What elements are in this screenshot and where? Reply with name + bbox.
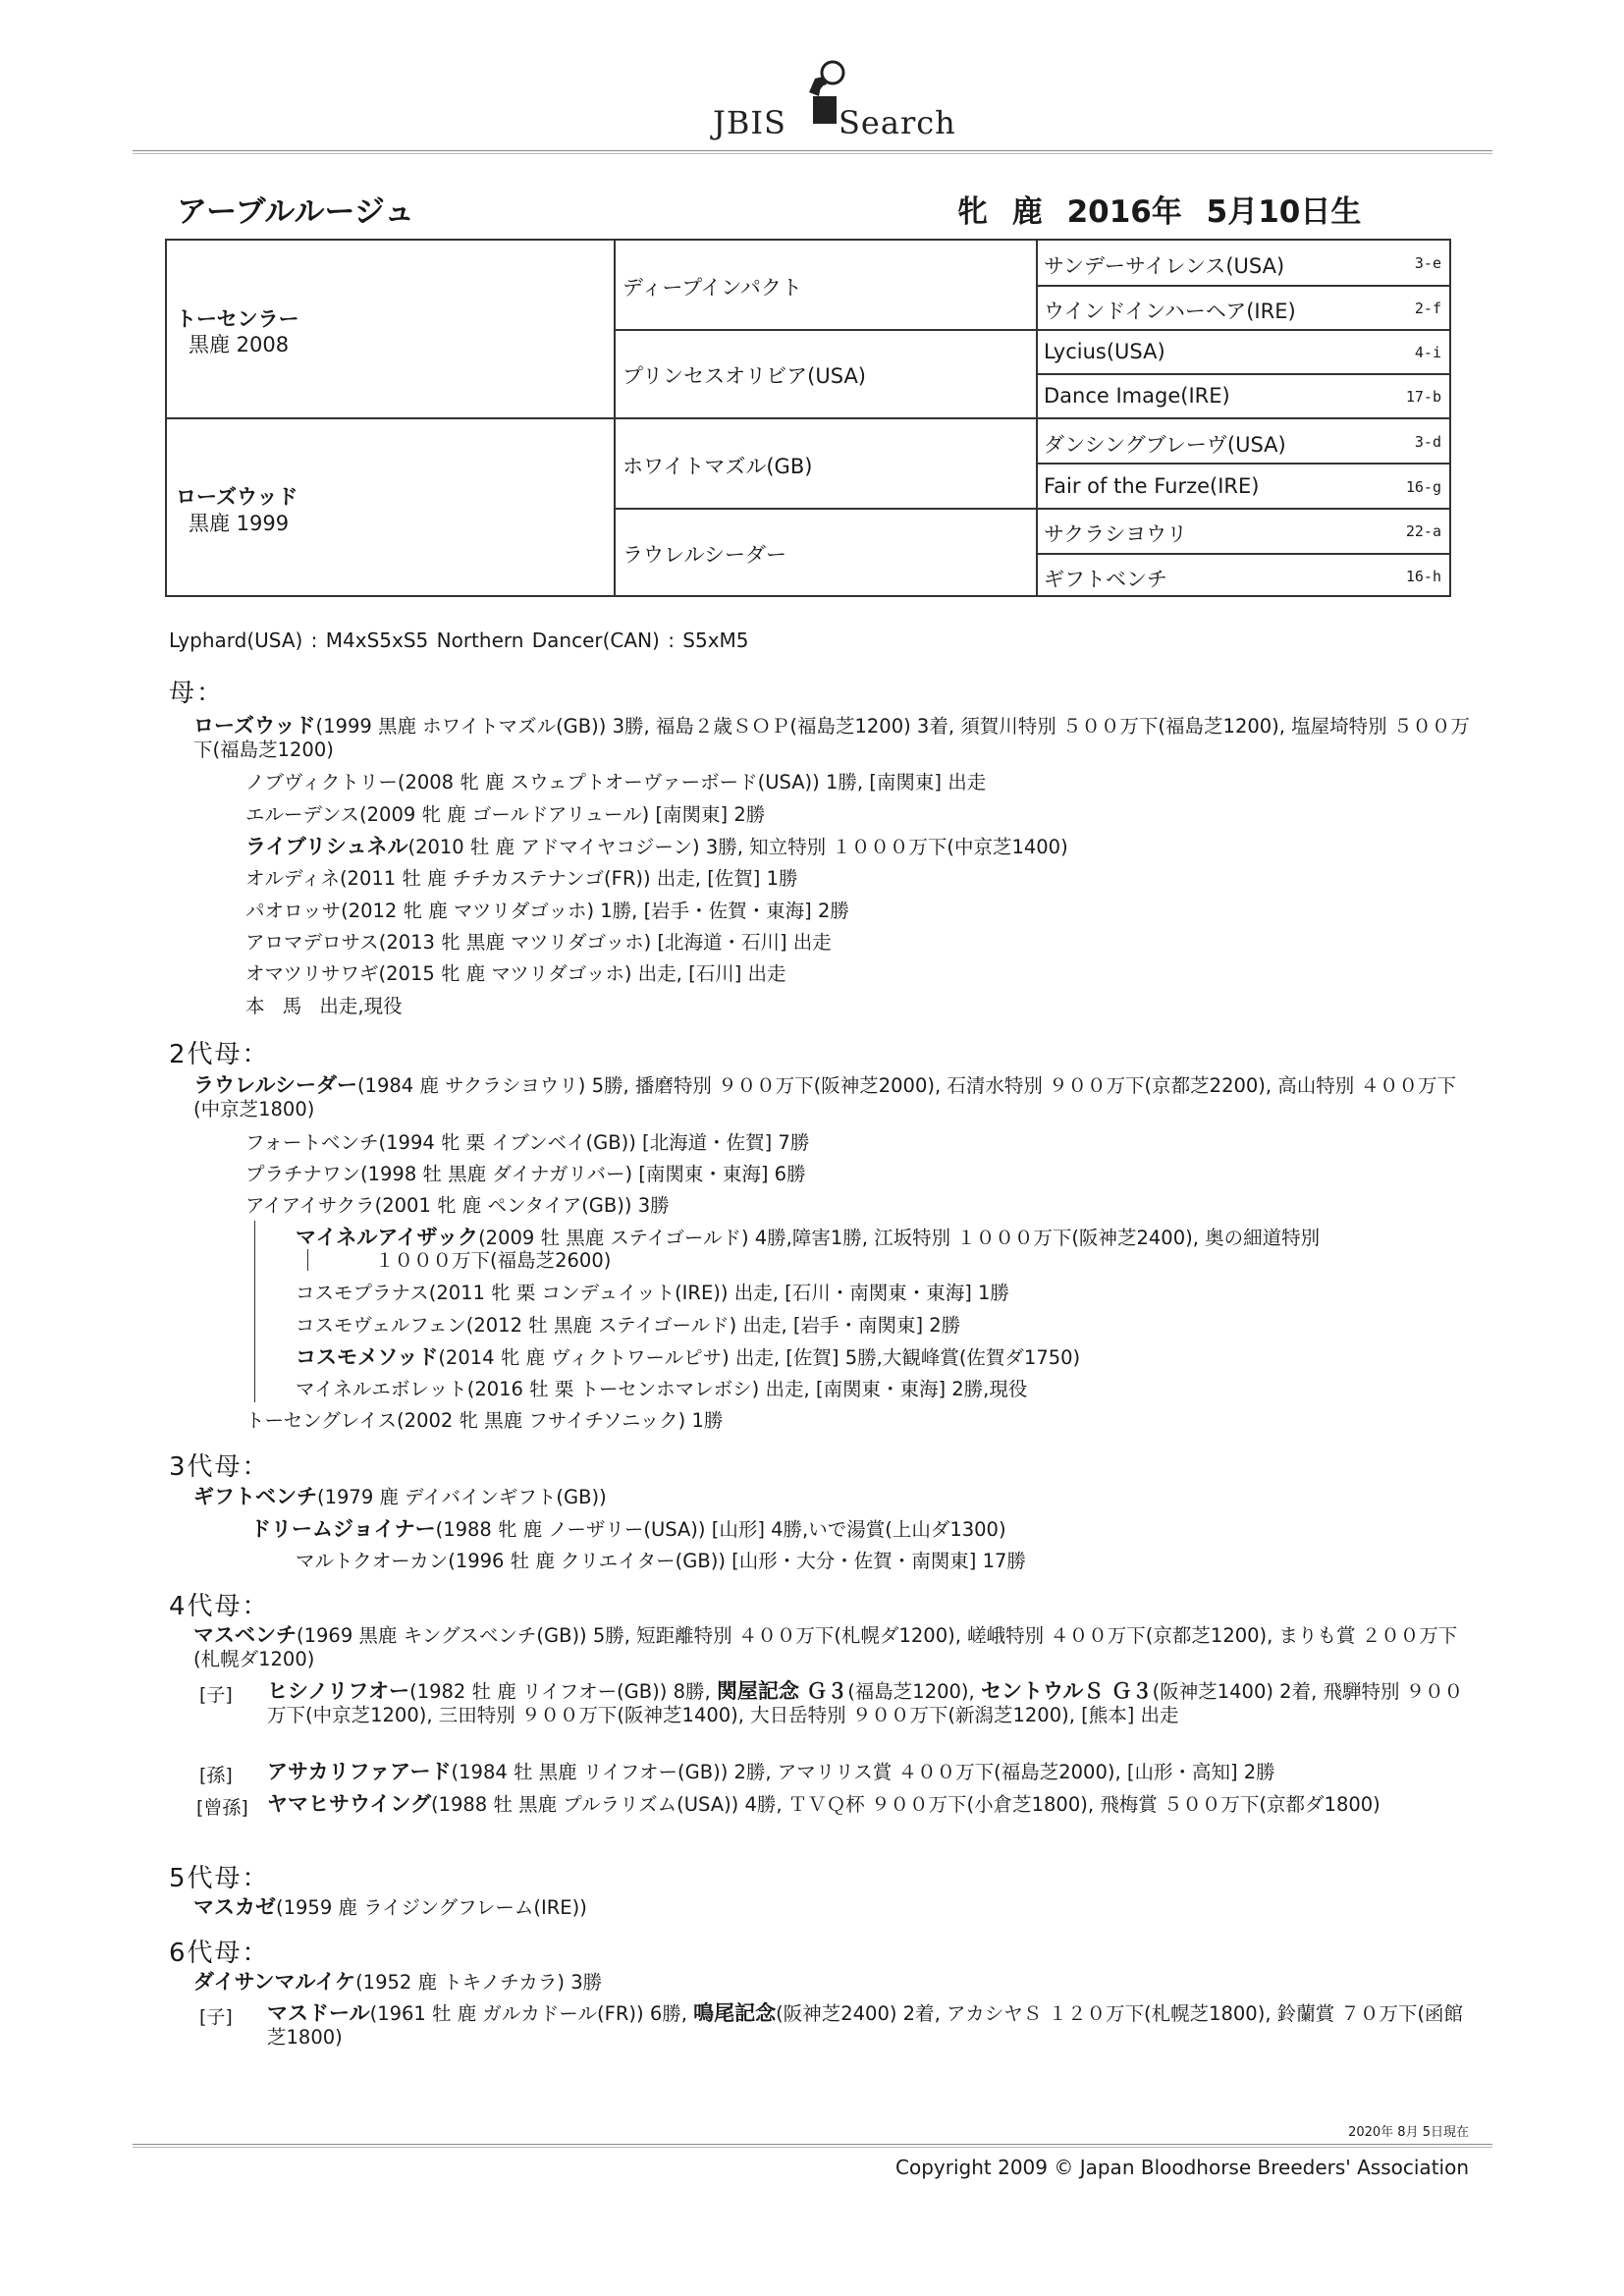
grandchild-entry: マイネルエボレット(2016 牡 栗 トーセンホマレボシ) 出走, [南関東・東海] 2勝,現役 [296,1378,1028,1400]
fourth-dam-entry [193,1623,1470,1671]
dam-main-detail: (1999 黒鹿 ホワイトマズル(GB)) 3勝, 福島２歳ＳＯＰ(福島芝1200) 3着, 須賀川特別 ５００万下(福島芝1200), 塩屋埼特別 ５００万下(福島芝1200) [193,715,1470,761]
logo-text-jbis: JBIS [713,104,786,141]
dam-offspring: エルーデンス(2009 牝 鹿 ゴールドアリュール) [南関東] 2勝 [245,803,766,826]
third-dam-grandchild: マルトクオーカン(1996 牡 鹿 クリエイター(GB)) [山形・大分・佐賀・南関東] 17勝 [296,1550,1026,1572]
dam-entry [193,714,1470,762]
section-heading-sixth-dam: 6代母： [169,1939,270,1968]
copyright-notice: Copyright 2009 © Japan Bloodhorse Breeders' Association [895,2156,1469,2179]
fourth-dam-grandchild-entry [267,1760,1275,1784]
graded-race-name: 鳴尾記念 [693,2001,777,2025]
descendant-bracket-line [307,1249,308,1271]
second-dam-offspring: プラチナワン(1998 牡 黒鹿 ダイナガリバー) [南関東・東海] 6勝 [245,1163,806,1185]
family-number: 22-a [1405,522,1441,540]
third-dam-main-name: ギフトベンチ [193,1485,317,1508]
fifth-dam-main-detail: (1959 鹿 ライジングフレーム(IRE)) [276,1896,587,1919]
family-number: 17-b [1405,388,1441,406]
third-dam-entry [193,1485,607,1509]
dam-offspring-detail: (2010 牡 鹿 アドマイヤコジーン) 3勝, 知立特別 １０００万下(中京芝1400) [407,836,1068,858]
horse-name: アーブルルージュ [177,194,415,230]
great-grandparent-name: サクラシヨウリ [1044,522,1188,546]
third-dam-offspring-detail: (1988 牝 鹿 ノーザリー(USA)) [山形] 4勝,いで湯賞(上山ダ1300) [435,1518,1006,1541]
grade-race-win: 関屋記念 Ｇ３ [716,1679,848,1703]
grade-race-place: セントウルＳ Ｇ３ [980,1679,1153,1703]
sixth-dam-child-detail: (阪神芝2400) 2着, アカシヤＳ １２０万下(札幌芝1800), 鈴蘭賞 ７０万下(函館芝1800) [267,2002,1464,2049]
grandchild-entry: コスモヴェルフェン(2012 牡 黒鹿 ステイゴールド) 出走, [岩手・南関東] 2勝 [296,1314,961,1337]
grandchild-name: マイネルアイザック [296,1226,479,1249]
great-grandparent-name: Dance Image(IRE) [1044,384,1230,408]
relation-tag-child: [子] [199,2006,233,2028]
great-grandparent-name: ウインドインハーヘア(IRE) [1044,300,1296,323]
second-dam-main-name: ラウレルシーダー [193,1073,357,1097]
great-grandparent-name: サンデーサイレンス(USA) [1044,254,1285,278]
grandchild-entry [296,1226,1320,1250]
pedigree-divider [1036,285,1449,287]
second-dam-offspring: アイアイサクラ(2001 牝 鹿 ペンタイア(GB)) 3勝 [245,1194,670,1217]
sixth-dam-main-name: ダイサンマルイケ [193,1970,356,1994]
third-dam-main-detail: (1979 鹿 デイバインギフト(GB)) [317,1486,607,1508]
header-rule [133,150,1492,154]
fourth-dam-main-detail: (1969 黒鹿 キングスベンチ(GB)) 5勝, 短距離特別 ４００万下(札幌ダ1200), 嵯峨特別 ４００万下(京都芝1200), まりも賞 ２００万下(札幌ダ1200) [193,1624,1458,1670]
grandparent-name: ラウレルシーダー [623,543,786,567]
horse-sex-color-birthdate: 牝 鹿 2016年 5月10日生 [957,194,1362,230]
sixth-dam-child-entry [267,2001,1473,2050]
pedigree-divider [614,329,1449,331]
sire-detail: 黒鹿 2008 [189,333,290,356]
dam-offspring-name: ライブリシュネル [245,835,408,858]
family-number: 16-h [1405,568,1441,585]
section-heading-dam: 母： [169,679,225,708]
sixth-dam-child-name: マスドール [267,2001,370,2025]
logo-text-search: Search [839,104,956,141]
grandparent-name: ディープインパクト [623,276,802,300]
dam-main-name: ローズウッド [193,714,316,738]
dam-offspring: ノブヴィクトリー(2008 牝 鹿 スウェプトオーヴァーボード(USA)) 1勝, [南関東] 出走 [245,771,987,793]
fourth-dam-grandchild-name: アサカリファアード [267,1760,452,1783]
section-heading-fourth-dam: 4代母： [169,1592,270,1621]
fifth-dam-entry [193,1895,587,1920]
fourth-dam-child-detail: (1982 牡 鹿 リイフオー(GB)) 8勝, [409,1680,717,1703]
great-grandparent-name: Fair of the Furze(IRE) [1044,474,1260,498]
grandchild-detail: (2009 牡 黒鹿 ステイゴールド) 4勝,障害1勝, 江坂特別 １０００万下(阪神芝2400), 奥の細道特別 [478,1227,1321,1249]
dam-offspring [245,835,1068,859]
footer-rule [133,2144,1492,2148]
dam-detail: 黒鹿 1999 [189,512,290,535]
great-grandparent-name: ギフトベンチ [1044,568,1167,591]
section-heading-second-dam: 2代母： [169,1040,270,1069]
family-number: 16-g [1405,478,1441,496]
section-heading-third-dam: 3代母： [169,1452,270,1482]
dam-name: ローズウッド [176,485,298,509]
inbreeding-summary: Lyphard(USA) : M4xS5xS5 Northern Dancer(CAN) : S5xM5 [169,629,749,652]
grandchild-name: コスモメソッド [296,1345,439,1369]
second-dam-main-detail: (1984 鹿 サクラシヨウリ) 5勝, 播磨特別 ９００万下(阪神芝2000), 石清水特別 ９００万下(京都芝2200), 高山特別 ４００万下(中京芝1800) [193,1074,1456,1121]
grandparent-name: プリンセスオリビア(USA) [623,364,867,388]
relation-tag-great-grandchild: [曾孫] [196,1797,248,1819]
fourth-dam-great-grandchild-entry [267,1792,1473,1817]
jbis-search-logo [707,57,962,145]
section-heading-fifth-dam: 5代母： [169,1864,270,1893]
pedigree-divider [1036,463,1449,465]
fourth-dam-child-name: ヒシノリフオー [267,1679,410,1703]
grandparent-name: ホワイトマズル(GB) [623,455,813,478]
relation-tag-grandchild: [孫] [199,1765,233,1786]
fourth-dam-great-grandchild-detail: (1988 牡 黒鹿 プルラリズム(USA)) 4勝, ＴＶＱ杯 ９００万下(小倉芝1800), 飛梅賞 ５００万下(京都ダ1800) [430,1793,1380,1816]
third-dam-offspring [250,1517,1006,1542]
sixth-dam-entry [193,1970,602,1995]
dam-offspring: オマツリサワギ(2015 牝 鹿 マツリダゴッホ) 出走, [石川] 出走 [245,962,786,985]
fourth-dam-grandchild-detail: (1984 牡 黒鹿 リイフオー(GB)) 2勝, アマリリス賞 ４００万下(福島芝2000), [山形・高知] 2勝 [451,1761,1275,1783]
fourth-dam-great-grandchild-name: ヤマヒサウイング [267,1792,431,1816]
family-number: 3-e [1414,254,1441,272]
sixth-dam-child-detail: (1961 牡 鹿 ガルカドール(FR)) 6勝, [369,2002,694,2025]
grandchild-detail: (2014 牝 鹿 ヴィクトワールピサ) 出走, [佐賀] 5勝,大観峰賞(佐賀ダ1750) [438,1346,1081,1369]
sire-name: トーセンラー [176,307,299,331]
family-number: 3-d [1414,433,1441,451]
great-grandparent-name: Lycius(USA) [1044,340,1165,363]
fourth-dam-child-detail: (福島芝1200), [847,1680,981,1703]
descendant-bracket-line [254,1221,255,1402]
dam-offspring: パオロッサ(2012 牝 鹿 マツリダゴッホ) 1勝, [岩手・佐賀・東海] 2勝 [245,900,849,922]
second-dam-offspring: フォートベンチ(1994 牝 栗 イブンベイ(GB)) [北海道・佐賀] 7勝 [245,1131,810,1154]
second-dam-entry [193,1073,1470,1121]
pedigree-divider [1036,373,1449,375]
family-number: 2-f [1414,300,1441,317]
dam-offspring: オルディネ(2011 牡 鹿 チチカステナンゴ(FR)) 出走, [佐賀] 1勝 [245,867,798,890]
grandchild-entry [296,1345,1080,1370]
relation-tag-child: [子] [199,1684,233,1706]
great-grandparent-name: ダンシングブレーヴ(USA) [1044,433,1286,457]
dam-offspring: アロマデロサス(2013 牝 黒鹿 マツリダゴッホ) [北海道・石川] 出走 [245,931,832,954]
pedigree-table [165,239,1451,597]
as-of-date: 2020年 8月 5日現在 [1348,2125,1469,2140]
fifth-dam-main-name: マスカゼ [193,1895,276,1919]
pedigree-divider [167,417,1449,419]
pedigree-divider [1036,553,1449,555]
second-dam-offspring: トーセングレイス(2002 牝 黒鹿 フサイチソニック) 1勝 [245,1409,724,1432]
fourth-dam-child-detail: (阪神芝1400) 2着, 飛騨特別 ９００万下(中京芝1200), 三田特別 ９００万下(阪神芝1400), 大日岳特別 ９００万下(新潟芝1200), [熊本] 出走 [267,1680,1464,1726]
grandchild-entry-continued: １０００万下(福島芝2600) [375,1249,612,1272]
dam-offspring-this-horse: 本 馬 出走,現役 [245,995,403,1017]
fourth-dam-main-name: マスベンチ [193,1623,297,1647]
third-dam-offspring-name: ドリームジョイナー [250,1517,436,1541]
fourth-dam-child-entry [267,1679,1473,1727]
grandchild-entry: コスモプラナス(2011 牝 栗 コンデュイット(IRE)) 出走, [石川・南関東・東海] 1勝 [296,1282,1009,1304]
pedigree-divider [614,508,1449,510]
sixth-dam-main-detail: (1952 鹿 トキノチカラ) 3勝 [355,1971,603,1994]
family-number: 4-i [1414,344,1441,361]
